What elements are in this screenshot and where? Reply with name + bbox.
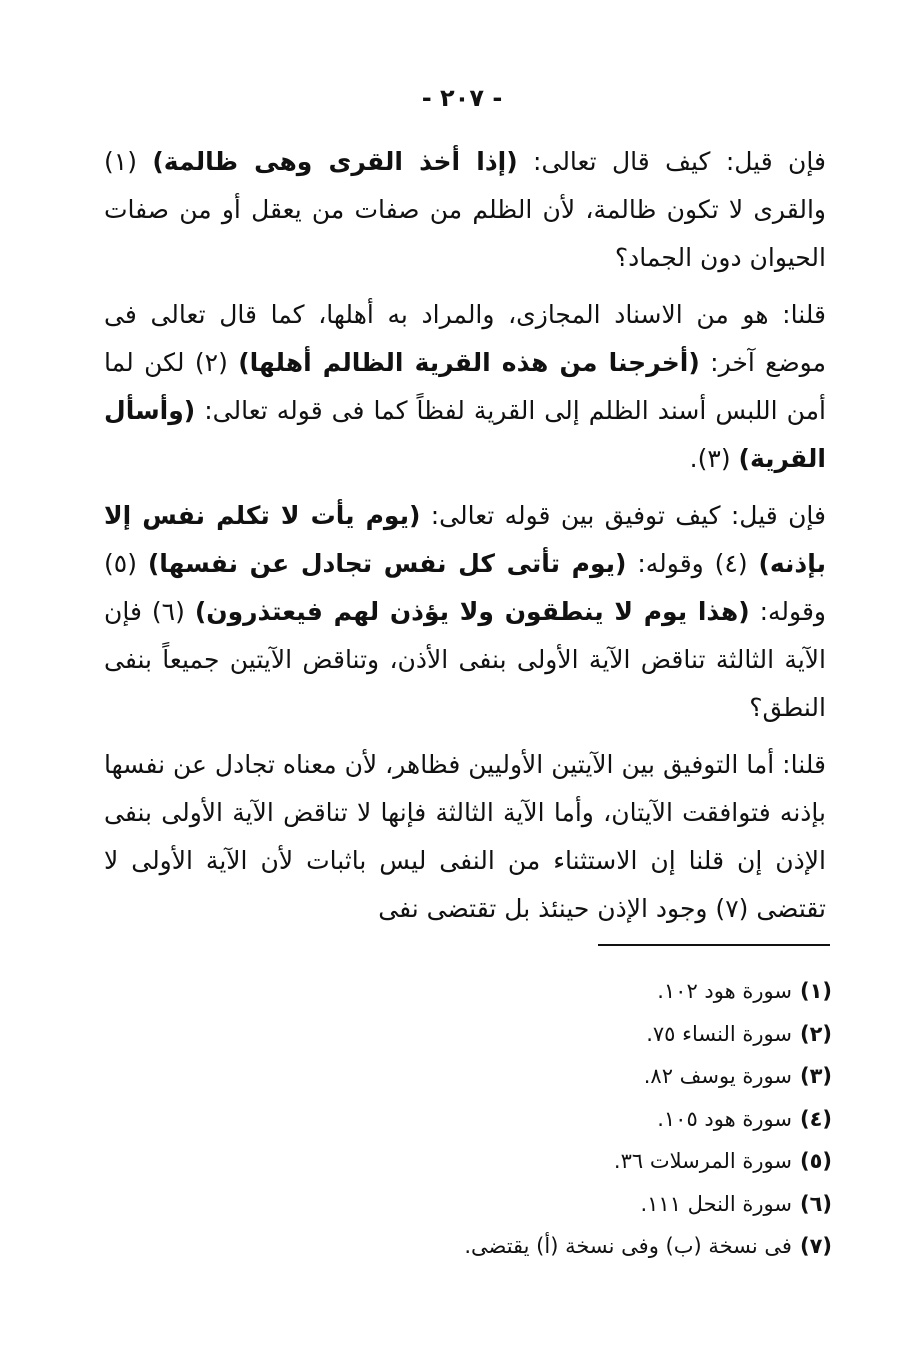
- footnote: [332, 1013, 832, 1056]
- footnote: [332, 1183, 832, 1226]
- footnote-text: سورة النساء ٧٥.: [646, 1021, 792, 1046]
- footnote-text: سورة النحل ١١١.: [640, 1191, 792, 1216]
- footnote: [332, 1225, 832, 1268]
- text-segment: قلنا: أما التوفيق بين الآيتين الأوليين فظاهر، لأن معناه تجادل عن نفسها بإذنه فتوافقت الآيتان، وأما الآية الثالثة فإنها لا تناقض الآية الأولى بنفى الإذن إن قلنا إن الاستثناء من النفى ليس باثبات لأن الآية الأولى لا تقتضى (٧) وجود الإذن حينئذ بل تقتضى نفى: [104, 750, 826, 923]
- footnote-number: (١): [799, 979, 832, 1003]
- footnotes: [332, 970, 832, 1268]
- text-segment: (٤) وقوله:: [626, 549, 759, 578]
- paragraph: [104, 492, 826, 732]
- quran-quote: (يوم تأتى كل نفس تجادل عن نفسها): [147, 549, 627, 578]
- text-segment: (٣).: [689, 444, 739, 473]
- footnote: [332, 970, 832, 1013]
- footnote: [332, 1098, 832, 1141]
- paragraph: [104, 138, 826, 282]
- footnote-text: سورة المرسلات ٣٦.: [613, 1149, 792, 1173]
- text-segment: (٢) لكن لما أمن اللبس أسند الظلم إلى القرية لفظاً كما فى قوله تعالى:: [104, 348, 826, 425]
- text-segment: (١) والقرى لا تكون ظالمة، لأن الظلم من صفات من يعقل أو من صفات الحيوان دون الجماد؟: [104, 147, 826, 272]
- text-segment: (٥) وقوله:: [104, 549, 826, 626]
- quran-quote: (إذا أخذ القرى وهى ظالمة): [152, 147, 518, 176]
- text-segment: قلنا: هو من الاسناد المجازى، والمراد به أهلها، كما قال تعالى فى موضع آخر:: [104, 300, 826, 377]
- footnote-divider: [598, 944, 830, 946]
- footnote-text: فى نسخة (ب) وفى نسخة (أ) يقتضى.: [464, 1234, 792, 1258]
- footnote-text: سورة هود ١٠٥.: [657, 1106, 792, 1131]
- footnote-text: سورة هود ١٠٢.: [657, 979, 792, 1003]
- text-segment: فإن قيل: كيف توفيق بين قوله تعالى:: [420, 501, 826, 530]
- footnote: [332, 1055, 832, 1098]
- quran-quote: (هذا يوم لا ينطقون ولا يؤذن لهم فيعتذرون): [194, 597, 750, 626]
- body-text: [104, 138, 826, 942]
- footnote-text: سورة يوسف ٨٢.: [643, 1064, 792, 1088]
- footnote-number: (٥): [799, 1149, 832, 1173]
- page-number: - ٢٠٧ -: [421, 84, 503, 112]
- paragraph: [104, 741, 826, 933]
- footnote-number: (٦): [799, 1191, 832, 1216]
- text-segment: (٦) فإن الآية الثالثة تناقض الآية الأولى بنفى الأذن، وتناقض الآيتين جميعاً بنفى النطق؟: [104, 597, 826, 722]
- quran-quote: (أخرجنا من هذه القرية الظالم أهلها): [238, 348, 700, 377]
- footnote-number: (٣): [799, 1064, 832, 1088]
- footnote-number: (٢): [799, 1021, 832, 1046]
- paragraph: [104, 291, 826, 483]
- text-segment: فإن قيل: كيف قال تعالى:: [517, 147, 826, 176]
- footnote-number: (٤): [799, 1106, 832, 1131]
- quran-quote: (يوم يأت لا تكلم نفس إلا بإذنه): [104, 501, 827, 578]
- footnote: [332, 1140, 832, 1183]
- quran-quote: (وأسأل القرية): [104, 396, 826, 473]
- footnote-number: (٧): [799, 1234, 832, 1258]
